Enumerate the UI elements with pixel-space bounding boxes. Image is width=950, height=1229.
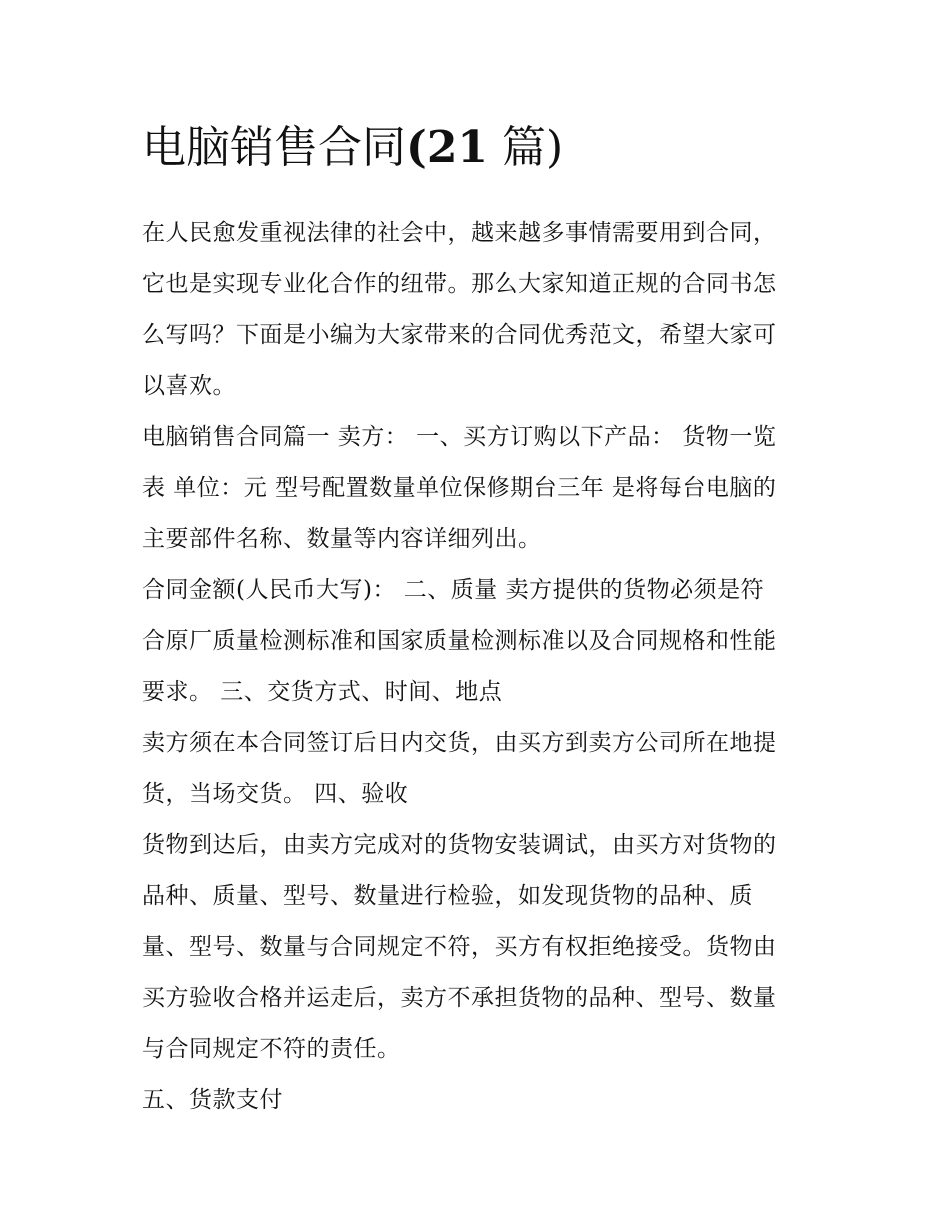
text-line: 它也是实现专业化合作的纽带。那么大家知道正规的合同书怎 <box>142 271 777 297</box>
text-line: 量、型号、数量与合同规定不符，买方有权拒绝接受。货物由 <box>142 934 777 960</box>
title-suffix: 篇) <box>488 122 564 173</box>
paragraph-payment-heading <box>142 1075 814 1126</box>
title-count: (21 <box>406 122 489 173</box>
text-line: 在人民愈发重视法律的社会中，越来越多事情需要用到合同， <box>142 220 777 246</box>
text-line: 以喜欢。 <box>142 373 236 399</box>
paragraph-delivery <box>142 718 814 820</box>
text-line: 货物到达后，由卖方完成对的货物安装调试，由买方对货物的 <box>142 832 777 858</box>
title-text: 电脑销售合同 <box>142 122 406 173</box>
paragraph-amount-quality <box>142 565 814 718</box>
text-line: 电脑销售合同篇一 卖方： 一、买方订购以下产品： 货物一览 <box>142 424 777 450</box>
document-title <box>142 114 814 182</box>
text-line: 要求。 三、交货方式、时间、地点 <box>142 679 503 705</box>
text-line: 卖方须在本合同签订后日内交货，由买方到卖方公司所在地提 <box>142 730 777 756</box>
text-line: 五、货款支付 <box>142 1087 283 1113</box>
text-line: 买方验收合格并运走后，卖方不承担货物的品种、型号、数量 <box>142 985 777 1011</box>
document-body <box>142 114 814 1126</box>
text-line: 与合同规定不符的责任。 <box>142 1036 401 1062</box>
paragraph-intro <box>142 208 814 412</box>
text-line: 品种、质量、型号、数量进行检验，如发现货物的品种、质 <box>142 883 753 909</box>
paragraph-seller-order <box>142 412 814 565</box>
text-line: 主要部件名称、数量等内容详细列出。 <box>142 526 542 552</box>
text-line: 合原厂质量检测标准和国家质量检测标准以及合同规格和性能 <box>142 628 777 654</box>
text-line: 表 单位：元 型号配置数量单位保修期台三年 是将每台电脑的 <box>142 475 777 501</box>
text-line: 合同金额(人民币大写)： 二、质量 卖方提供的货物必须是符 <box>142 577 765 603</box>
text-line: 么写吗？下面是小编为大家带来的合同优秀范文，希望大家可 <box>142 322 777 348</box>
paragraph-acceptance <box>142 820 814 1075</box>
text-line: 货，当场交货。 四、验收 <box>142 781 409 807</box>
